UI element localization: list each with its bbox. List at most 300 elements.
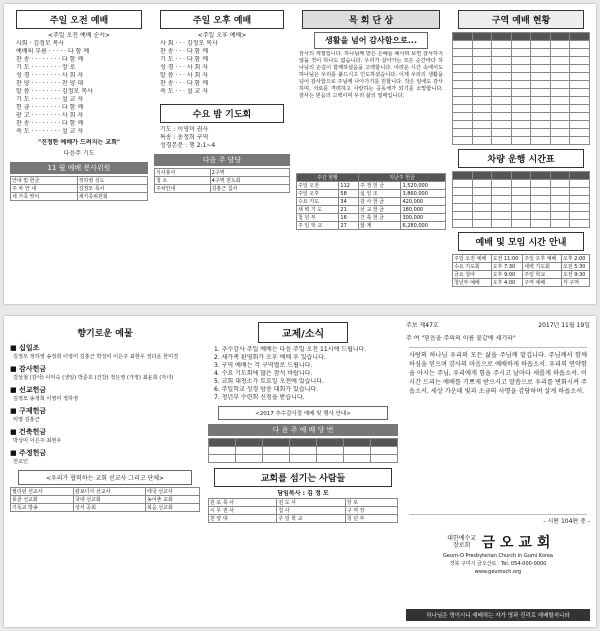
times-row (453, 279, 590, 287)
denomination-label: 대한예수교 장로회 (447, 534, 477, 549)
bus-cell (472, 188, 492, 196)
news-item: 1. 추수감사 주일 예배는 다음 주일 오전 11시에 드립니다. (214, 346, 367, 353)
times-cell: 오후 2:00 (561, 255, 589, 263)
duty-cell (263, 439, 290, 447)
mission-partners-table (10, 487, 200, 512)
committee-row (11, 185, 148, 193)
group-row (453, 73, 590, 81)
duty-cell (263, 455, 290, 463)
bus-cell (453, 188, 473, 196)
church-motto-quote: "진정한 예배가 드려지는 교회" (37, 139, 121, 146)
order-line: 헌 금 · · · · · · · · 다 함 께 (16, 104, 84, 111)
bus-cell (472, 196, 492, 204)
duty-cell (290, 455, 317, 463)
stats-cell: 주 정 헌 금 (359, 182, 401, 190)
group-cell (531, 129, 551, 137)
stats-row (297, 222, 446, 230)
group-cell (511, 113, 531, 121)
group-cell (453, 81, 473, 89)
duty-cell (371, 439, 398, 447)
committee-cell: 정하영 성도 (77, 177, 147, 185)
order-line: 성 경 · · · · · · · · 사 회 자 (16, 72, 84, 79)
stats-row (297, 182, 446, 190)
offering-category: ■ 주정헌금 (10, 449, 47, 457)
news-list (208, 346, 398, 402)
group-cell (511, 73, 531, 81)
group-cell (531, 49, 551, 57)
order-line: 말 씀 · · · 사 회 자 (160, 72, 209, 79)
stats-cell: 청 년 부 (297, 214, 339, 222)
church-servants-table (208, 498, 398, 523)
group-cell (472, 137, 492, 145)
bus-cell (531, 196, 551, 204)
duty-cell (263, 447, 290, 455)
bus-cell (511, 204, 531, 212)
afternoon-worship-column (154, 10, 290, 298)
pastor-column (296, 10, 446, 298)
stats-cell: 1,520,000 (401, 182, 446, 190)
bus-row (453, 180, 590, 188)
group-cell (511, 57, 531, 65)
stats-cell: 주 일 학 교 (297, 222, 339, 230)
morning-worship-order (10, 40, 148, 136)
bus-cell (570, 212, 590, 220)
group-cell (472, 81, 492, 89)
bus-cell (453, 204, 473, 212)
team-cell: 2구역 (210, 169, 289, 177)
bus-cell (472, 212, 492, 220)
committee-row (11, 177, 148, 185)
group-cell (511, 137, 531, 145)
times-cell: 금요 철야 (453, 271, 492, 279)
times-row (453, 255, 590, 263)
mission-cell: 몽골 선교회 (11, 496, 74, 504)
duty-row (209, 455, 398, 463)
servants-row (209, 507, 398, 515)
order-line: 말 씀 · · · · · · · · 김정모 목사 (16, 88, 93, 95)
mission-cell: 성서 공회 (74, 504, 146, 512)
news-title: 교제/소식 (258, 322, 348, 343)
order-line: 사 회 · · · 김정모 목사 (160, 40, 218, 47)
service-committee-title: 11 월 예배 봉사위원 (10, 162, 148, 174)
bus-cell (492, 180, 512, 188)
stats-cell: 수요 기도 (297, 198, 339, 206)
prayer-line: 기도 : 이영미 권사 (160, 126, 209, 133)
group-cell (492, 57, 512, 65)
bus-cell (550, 180, 570, 188)
duty-cell (317, 439, 344, 447)
stats-cell: 새 벽 기 도 (297, 206, 339, 214)
bus-schedule-table (452, 171, 590, 228)
stats-cell: 16 (339, 214, 359, 222)
duty-cell (209, 439, 236, 447)
morning-worship-title: 주일 오전 예배 (16, 10, 142, 29)
group-cell (550, 41, 570, 49)
stats-row (297, 198, 446, 206)
stats-cell: 건 축 헌 금 (359, 214, 401, 222)
bus-cell (453, 196, 473, 204)
group-cell (453, 137, 473, 145)
bus-cell (550, 172, 570, 180)
servants-cell: 구 역 장 (345, 507, 397, 515)
church-motto-footer: 하나님은 영이시니 예배하는 자가 영과 진리로 예배할지니라 (406, 609, 590, 621)
offerings-title: 향기로운 예물 (77, 329, 133, 339)
bus-cell (472, 220, 492, 228)
times-cell: 오전 11:00 (491, 255, 523, 263)
stats-header-cell: 지난주 헌금 (359, 174, 446, 182)
group-cell (511, 33, 531, 41)
team-cell: 김홍근 집사 (210, 185, 289, 193)
group-cell (550, 113, 570, 121)
stats-cell: 27 (339, 222, 359, 230)
group-cell (472, 49, 492, 57)
times-row (453, 263, 590, 271)
stats-cell: 3,860,000 (401, 190, 446, 198)
pastor-note-body: 감사의 계절입니다. 하나님께 받은 은혜를 헤아려 보면 감사하지 않을 것이 하나도 없습니다. 우리가 살아가는 모든 순간마다 하나님의 손길이 함께하셨음을 고백합니다. 어려운 시간 속에서도 하나님은 우리를 붙드시고 인도하셨습니다. 이제 우리의 생활을 넘어 감사함으로 주님께 나아가기를 원합니다. 작은 일에도 감사하며, 서로를 격려하고 사랑하는 공동체가 되기를 소망합니다. 감사는 믿음의 고백이며 우리 삶의 열매입니다. (299, 51, 443, 99)
order-line: 기 도 · · · 다 함 께 (160, 56, 209, 63)
morning-worship-subtitle: <주일 오전 예배 순서> (47, 32, 111, 39)
stats-header-cell: 주간 현황 (297, 174, 359, 182)
bus-cell (570, 180, 590, 188)
group-cell (492, 65, 512, 73)
group-cell (492, 81, 512, 89)
bus-row (453, 196, 590, 204)
duty-cell (236, 439, 263, 447)
group-cell (472, 65, 492, 73)
group-cell (453, 121, 473, 129)
group-cell (550, 57, 570, 65)
mission-cell: 태국 선교사 (146, 488, 200, 496)
news-item: 6. 주일학교 성경 암송 대회가 있습니다. (214, 386, 319, 393)
bus-cell (472, 204, 492, 212)
group-cell (453, 129, 473, 137)
order-line: 찬 송 · · · 다 함 께 (160, 80, 209, 87)
group-cell (570, 89, 590, 97)
weekly-stats-table (296, 173, 446, 230)
group-cell (550, 89, 570, 97)
news-item: 4. 수요 기도회에 많은 참석 바랍니다. (214, 370, 313, 377)
senior-pastor-line: 담임목사 : 김 정 모 (277, 490, 329, 497)
team-cell: 식사봉사 (155, 169, 211, 177)
group-cell (570, 105, 590, 113)
service-committee-table (10, 176, 148, 201)
prayer-line: 성경본문 : 행 2:1~4 (160, 142, 216, 149)
duty-cell (371, 455, 398, 463)
servants-cell: 청 년 부 (345, 515, 397, 523)
group-row (453, 137, 590, 145)
group-cell (531, 97, 551, 105)
group-cell (453, 41, 473, 49)
group-row (453, 49, 590, 57)
group-cell (531, 89, 551, 97)
church-name: 금 오 교 회 (481, 534, 551, 551)
mission-cell: 기독교 방송 (11, 504, 74, 512)
group-cell (550, 97, 570, 105)
group-cell (472, 129, 492, 137)
stats-cell: 감 사 헌 금 (359, 198, 401, 206)
times-cell: 구역 예배 (523, 279, 562, 287)
offering-category: ■ 구제헌금 (10, 407, 47, 415)
group-cell (492, 73, 512, 81)
duty-cell (317, 447, 344, 455)
group-cell (472, 113, 492, 121)
group-row (453, 65, 590, 73)
order-line: 사회 · 김정모 목사 (16, 40, 65, 47)
group-cell (531, 65, 551, 73)
stats-cell: 300,000 (401, 214, 446, 222)
times-cell: 청년부 예배 (453, 279, 492, 287)
duty-cell (371, 447, 398, 455)
bus-cell (531, 212, 551, 220)
worship-times-title: 예배 및 모임 시간 안내 (458, 232, 584, 251)
stats-cell: 6,280,000 (401, 222, 446, 230)
stats-cell: 십 일 조 (359, 190, 401, 198)
psalm-reference: - 시편 104편 중 - (543, 517, 590, 525)
group-cell (453, 97, 473, 105)
next-week-team-title: 다음 주 담당 (154, 154, 290, 166)
servants-cell: 장 로 (345, 499, 397, 507)
group-cell (492, 113, 512, 121)
group-cell (511, 49, 531, 57)
cover-column (406, 322, 590, 621)
duty-row (209, 447, 398, 455)
team-row (155, 177, 290, 185)
stats-cell: 34 (339, 198, 359, 206)
cover-prayer-text: 사랑의 하나님 우리의 모든 삶을 주님께 맡깁니다. 주님께서 함께하심을 믿으며 감사의 마음으로 예배하게 하옵소서. 우리의 연약함을 아시는 주님, 우리에게 힘을 주시고 날마다 새롭게 하옵소서. 이 시간 드리는 예배를 기쁘게 받으시고 말씀으로 우리를 변화시켜 주옵소서. 세상 가운데 빛과 소금의 사명을 감당하며 살게 하옵소서. (409, 347, 587, 515)
duty-cell (344, 439, 371, 447)
group-cell (550, 129, 570, 137)
bus-cell (453, 172, 473, 180)
order-line: 기 도 · · · · · · · · 장 로 (16, 64, 76, 71)
bus-cell (531, 188, 551, 196)
news-item: 5. 교회 대청소가 토요일 오전에 있습니다. (214, 378, 324, 385)
group-cell (570, 57, 590, 65)
mission-cell: 농어촌 교회 (146, 496, 200, 504)
order-line: 찬 양 · · · · · · · · 찬 양 대 (16, 80, 84, 87)
church-servants-title: 교회를 섬기는 사람들 (214, 468, 392, 487)
group-cell (472, 33, 492, 41)
servants-cell: 원 로 목 사 (209, 499, 277, 507)
bus-cell (453, 212, 473, 220)
group-row (453, 57, 590, 65)
duty-cell (236, 447, 263, 455)
stats-cell: 주일 오후 (297, 190, 339, 198)
servants-row (209, 499, 398, 507)
team-cell: 주차안내 (155, 185, 211, 193)
stats-row (297, 190, 446, 198)
order-line: 축 도 · · · · · · · · 설 교 자 (16, 128, 84, 135)
group-row (453, 97, 590, 105)
bus-cell (511, 212, 531, 220)
mission-cell: 캄보디아 선교사 (74, 488, 146, 496)
stats-cell: 주일 오전 (297, 182, 339, 190)
next-week-team-table (154, 168, 290, 193)
group-cell (570, 41, 590, 49)
committee-row (11, 193, 148, 201)
mission-cell: 복음 선교회 (146, 504, 200, 512)
times-cell: 주일 학교 (523, 271, 562, 279)
group-cell (472, 105, 492, 113)
order-line: 성 경 · · · 사 회 자 (160, 64, 209, 71)
afternoon-worship-subtitle: <주일 오후 예배> (197, 32, 247, 39)
duty-cell (236, 455, 263, 463)
groups-column (452, 10, 590, 298)
duty-cell (209, 455, 236, 463)
times-cell: 새벽 기도회 (523, 263, 562, 271)
times-cell: 수요 기도회 (453, 263, 492, 271)
duty-schedule-table (208, 438, 398, 463)
bus-cell (550, 204, 570, 212)
group-cell (570, 137, 590, 145)
group-cell (531, 81, 551, 89)
group-cell (570, 33, 590, 41)
stats-cell: 180,000 (401, 206, 446, 214)
group-cell (531, 105, 551, 113)
group-cell (550, 33, 570, 41)
group-cell (570, 73, 590, 81)
offerings-column (10, 322, 200, 621)
mission-row (11, 488, 200, 496)
church-website[interactable]: www.geumoch.org (474, 568, 522, 575)
bus-cell (531, 180, 551, 188)
pastor-note-title: 목 회 단 상 (302, 10, 440, 29)
offering-category: ■ 선교헌금 (10, 386, 47, 394)
group-cell (531, 113, 551, 121)
news-item: 2. 새가족 환영회가 오후 예배 후 있습니다. (214, 354, 326, 361)
times-cell: 오후 4:00 (491, 279, 523, 287)
stats-cell: 합 계 (359, 222, 401, 230)
group-cell (492, 121, 512, 129)
bus-cell (550, 196, 570, 204)
group-cell (531, 121, 551, 129)
group-cell (453, 49, 473, 57)
team-cell: 4구역 전도회 (210, 177, 289, 185)
bus-cell (492, 212, 512, 220)
order-line: 찬 송 · · · 다 함 께 (160, 48, 209, 55)
duty-cell (290, 447, 317, 455)
offering-names: 김정모 송정희 이영미 정하영 (13, 396, 79, 402)
group-cell (492, 137, 512, 145)
committee-cell: 주 차 안 내 (11, 185, 78, 193)
times-cell: 주일 오전 예배 (453, 255, 492, 263)
bus-cell (492, 188, 512, 196)
bus-cell (531, 172, 551, 180)
group-cell (531, 73, 551, 81)
duty-cell (344, 455, 371, 463)
order-line: 예배의 부름 · · · · · 다 함 께 (16, 48, 90, 55)
group-cell (570, 81, 590, 89)
times-cell: 주일 오후 예배 (523, 255, 562, 263)
bus-cell (511, 172, 531, 180)
group-cell (531, 137, 551, 145)
group-row (453, 113, 590, 121)
group-row (453, 89, 590, 97)
duty-schedule-title: 다 음 주 예 배 당 번 (208, 424, 398, 436)
bus-cell (550, 188, 570, 196)
stats-cell: 420,000 (401, 198, 446, 206)
group-cell (511, 81, 531, 89)
group-cell (492, 89, 512, 97)
group-cell (453, 65, 473, 73)
times-row (453, 271, 590, 279)
bus-cell (570, 172, 590, 180)
group-cell (492, 129, 512, 137)
bus-cell (570, 204, 590, 212)
times-cell: 오전 5:30 (561, 263, 589, 271)
group-cell (472, 97, 492, 105)
group-cell (511, 41, 531, 49)
bus-cell (570, 196, 590, 204)
group-cell (453, 33, 473, 41)
group-row (453, 81, 590, 89)
committee-cell: 김정모 목사 (77, 185, 147, 193)
order-line: 기 도 · · · · · · · · 설 교 자 (16, 96, 84, 103)
group-cell (570, 97, 590, 105)
offerings-list (10, 343, 200, 466)
group-cell (453, 89, 473, 97)
team-row (155, 185, 290, 193)
bus-cell (472, 172, 492, 180)
group-cell (453, 73, 473, 81)
mission-row (11, 504, 200, 512)
group-worship-table (452, 32, 590, 145)
bus-cell (531, 204, 551, 212)
stats-cell: 21 (339, 206, 359, 214)
group-cell (492, 33, 512, 41)
group-cell (472, 57, 492, 65)
order-line: 찬 송 · · · · · · · · 다 함 께 (16, 56, 84, 63)
servants-row (209, 515, 398, 523)
group-cell (511, 129, 531, 137)
team-row (155, 169, 290, 177)
bus-cell (453, 220, 473, 228)
bus-row (453, 188, 590, 196)
group-cell (550, 65, 570, 73)
bus-row (453, 212, 590, 220)
group-cell (492, 49, 512, 57)
times-cell: 오후 7:30 (491, 263, 523, 271)
offering-names: 김정모 정하영 송정희 이영미 김홍근 박성미 이은주 최현우 정다운 한미경 (13, 354, 179, 360)
news-item: 3. 구역 예배는 각 구역별로 드립니다. (214, 362, 313, 369)
offering-category: ■ 건축헌금 (10, 428, 47, 436)
group-cell (492, 41, 512, 49)
group-row (453, 105, 590, 113)
committee-cell: 새 가족 맞이 (11, 193, 78, 201)
prayer-line: 특송 : 송정희 구역 (160, 134, 209, 141)
bus-row (453, 204, 590, 212)
afternoon-worship-title: 주일 오후 예배 (160, 10, 284, 29)
mission-cell: 필리핀 선교사 (11, 488, 74, 496)
group-row (453, 33, 590, 41)
group-cell (531, 33, 551, 41)
group-cell (472, 41, 492, 49)
bus-cell (511, 188, 531, 196)
duty-cell (317, 455, 344, 463)
bus-cell (453, 180, 473, 188)
bus-row (453, 220, 590, 228)
bus-schedule-title: 차량 운행 시간표 (458, 149, 584, 168)
bus-cell (511, 180, 531, 188)
committee-cell: 새가족위원회 (77, 193, 147, 201)
servants-cell: 주 일 학 교 (277, 515, 345, 523)
stats-cell: 선 교 헌 금 (359, 206, 401, 214)
bus-cell (492, 172, 512, 180)
bulletin-date: 2017년 11월 19일 (538, 322, 590, 329)
offering-names: 익명 김홍근 (13, 417, 40, 423)
group-row (453, 41, 590, 49)
thanksgiving-notice: <2017 추수감사절 예배 및 행사 안내> (218, 406, 388, 420)
order-line: 광 고 · · · · · · · · 사 회 자 (16, 112, 84, 119)
